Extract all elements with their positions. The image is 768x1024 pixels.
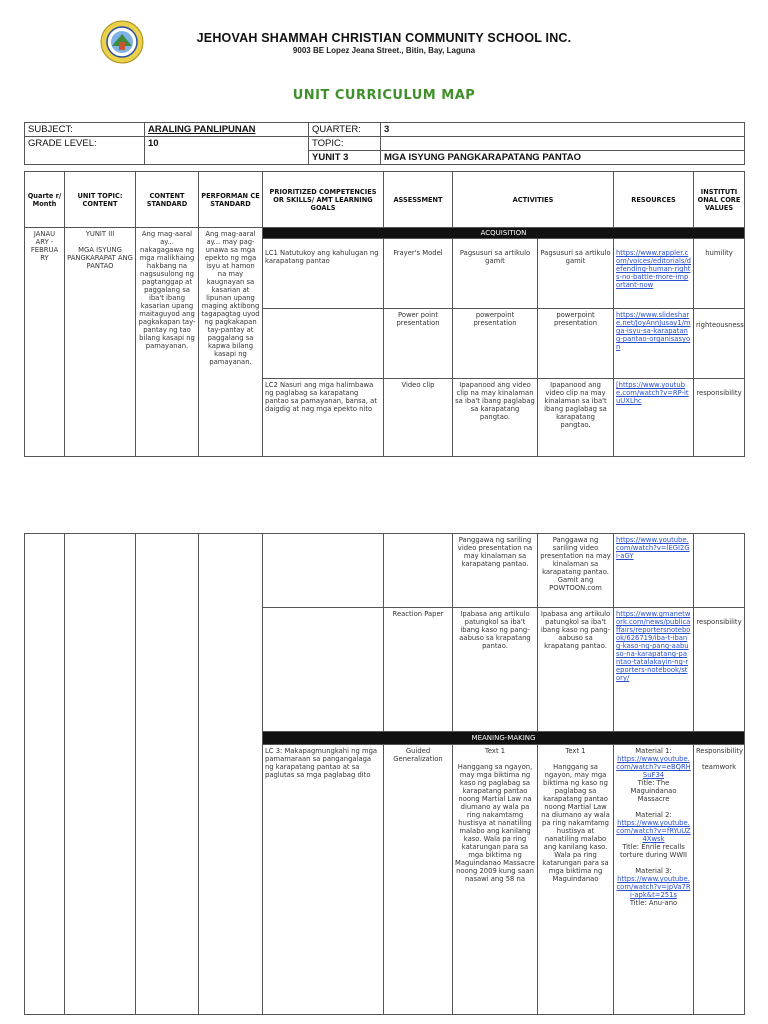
resource-link[interactable]: https://www.slideshare.net/JoyAnnJusay1/mga-isyu-sa-karapatang-pantao-organisasyon [616,311,691,351]
activity-cell: powerpoint presentation [538,309,614,379]
header-resources: RESOURCES [614,172,694,228]
activity-text-body: Hanggang sa ngayon, may mga biktima ng kaso ng paglabag sa karapatang pantao noong Martial Law na diumano ay wala pa ring nakamtamg hustisya at nanatiling malabo ang kanilang kaso. Wala pa ring katarungan para sa mga biktima ng Maguindanao [541,763,610,883]
assessment-cell: Video clip [384,379,453,457]
subject-value: ARALING PANLIPUNAN [145,123,309,137]
grade-value: 10 [145,137,309,165]
activity-cell: Ipabasa ang artikulo patungkol sa iba't ibang kaso ng pang-aabuso sa krapatang pantao. [453,608,538,732]
acquisition-row [25,228,745,239]
assessment-cell: Frayer's Model [384,239,453,309]
content-standard-cell: Ang mag-aaral ay... nakagagawa ng mga malikhaing hakbang na nagsusulong ng pagtanggap at paggalang sa iba't ibang kasarian upang maitaguyod ang pagkakapan tay-pantay ng tao bilang kasapi ng pamayanan. [136,228,199,457]
document-title: UNIT CURRICULUM MAP [292,88,476,103]
quarter-label: QUARTER: [309,123,381,137]
activity-cell: Panggawa ng sariling video presentation na may kinalaman sa karapatang pantao. Gamit ang POWTOON.com [538,534,614,608]
activity-text-title: Text 1 [565,747,586,755]
core-value-cell: responsibility [694,608,745,732]
unit-topic-title: MGA ISYUNG PANGKARAPAT ANG PANTAO [67,246,133,270]
unit-topic-cell [65,228,136,457]
info-table [24,122,745,165]
school-address: 9003 BE Lopez Jeana Street., Bitin, Bay, Laguna [292,46,476,55]
core-value-cell: righteousness [694,309,745,379]
meaning-making-label: MEANING-MAKING [263,732,745,745]
core-value-cell: responsibility [694,379,745,457]
header-quarter-month: Quarte r/ Month [25,172,65,228]
resource-link[interactable]: https://www.gmanetwork.com/news/publicaffairs/reportersnotebook/626719/iba-t-ibang-kaso-ng-pang-aabuso-na-karapatang-pantao-tatalakayin-ng-reporters-notebook/story/ [616,610,691,682]
school-name: JEHOVAH SHAMMAH CHRISTIAN COMMUNITY SCHOOL INC. [196,31,572,45]
competency-cell: LC2 Nasuri ang mga halimbawa ng paglabag sa karapatang pantao sa pamayanan, bansa, at daigdig at nag mga epekto nito [263,379,384,457]
resource-link[interactable]: https://www.youtube.com/watch?v=lEGI2Gi-aGY [616,536,690,560]
month-cell: JANAU ARY - FEBRUA RY [25,228,65,457]
subject-label: SUBJECT: [25,123,145,137]
curriculum-table-continued [24,533,745,1015]
header-assessment: ASSESSMENT [384,172,453,228]
header-core-values: INSTITUTI ONAL CORE VALUES [694,172,745,228]
topic-label: TOPIC: [309,137,381,151]
grade-label: GRADE LEVEL: [25,137,145,165]
assessment-cell: Guided Generalization [384,745,453,1015]
resource-link[interactable]: https://www.youtube.com/watch?v=jpVa7Ri-apk&t=251s [616,875,691,899]
topic-unit: YUNIT 3 [309,151,381,165]
competency-cell: LC1 Natutukoy ang kahulugan ng karapatang pantao [263,239,384,309]
table-row [25,534,745,608]
curriculum-table [24,171,745,457]
material-label: Material 2: [635,811,672,819]
activity-cell: Ipapanood ang video clip na may kinalaman sa iba't ibang paglabag sa karapatang pangtao. [453,379,538,457]
document-header [0,0,768,103]
material-label: Material 3: [635,867,672,875]
core-value-cell [694,745,745,1015]
activity-cell [453,745,538,1015]
quarter-value: 3 [381,123,745,137]
material-title: Title: The Maguindanao Massacre [630,779,677,803]
unit-topic-number: YUNIT III [85,230,115,238]
activity-text-title: Text 1 [484,747,506,755]
header-activities: ACTIVITIES [453,172,614,228]
competency-cell: LC 3: Makapagmungkahi ng mga pamamaraan sa pangangalaga ng karapatang pantao at sa paglutas sa mga paglabag dito [263,745,384,1015]
activity-text-body: Hanggang sa ngayon, may mga biktima ng kaso ng paglabag sa karapatang pantao noong Martial Law na diumano ay wala pa ring nakamtamg hustisya at nanatiling malabo ang kanilang kaso. Wala pa ring katarungan para sa mga biktima ng Maguindanao Massacre noong 2009 kung saan nasawi ang 58 na [455,763,535,883]
activity-cell: Panggawa ng sariling video presentation na may kinalaman sa karapatang pantao. [453,534,538,608]
resource-cell [614,745,694,1015]
activity-cell [538,745,614,1015]
header-content-standard: CONTENT STANDARD [136,172,199,228]
assessment-cell: Power point presentation [384,309,453,379]
activity-cell: Ipabasa ang artikulo patungkol sa iba't ibang kaso ng pang-aabuso sa krapatang pantao. [538,608,614,732]
material-label: Material 1: [635,747,672,755]
core-value-cell: humility [694,239,745,309]
activity-cell: Pagsusuri sa artikulo gamit [538,239,614,309]
header-performance-standard: PERFORMAN CE STANDARD [199,172,263,228]
school-seal-icon [100,20,144,64]
material-title: Title: Anu-ano [629,899,678,907]
material-title: Title: Enrile recalls torture during WWII [619,843,688,859]
resource-link[interactable]: https://www.rappler.com/voices/editorials/defending-human-rights-no-battle-more-important-now [616,249,691,289]
resource-link[interactable]: https://www.youtube.com/watch?v=eBQRHSuF34 [616,755,691,779]
resource-link[interactable]: [https://www.youtube.com/watch?v=RP-ituUXLhc [616,381,689,405]
table-header-row [25,172,745,228]
activity-cell: powerpoint presentation [453,309,538,379]
acquisition-label: ACQUISITION [263,228,745,239]
assessment-cell: Reaction Paper [384,608,453,732]
header-competencies: PRIORITIZED COMPETENCIES OR SKILLS/ AMT LEARNING GOALS [263,172,384,228]
core-value: teamwork [701,763,737,771]
performance-standard-cell: Ang mag-aaral ay... may pag-unawa sa mga epekto ng mga isyu at hamon na may kaugnayan sa kasarian at lipunan upang maging aktibong tagapagtag uyod ng pagkakapan tay-pantay at paggalang sa kapwa bilang kasapi ng pamayanan. [199,228,263,457]
header-unit-topic: UNIT TOPIC: CONTENT [65,172,136,228]
activity-cell: Ipapanood ang video clip na may kinalaman sa iba't ibang paglabag sa karapatang pangtao. [538,379,614,457]
core-value: Responsibility [696,747,744,755]
resource-link[interactable]: https://www.youtube.com/watch?v=fRYuUZ4Xwsk [616,819,691,843]
activity-cell: Pagsusuri sa artikulo gamit [453,239,538,309]
topic-value: MGA ISYUNG PANGKARAPATANG PANTAO [381,151,745,165]
